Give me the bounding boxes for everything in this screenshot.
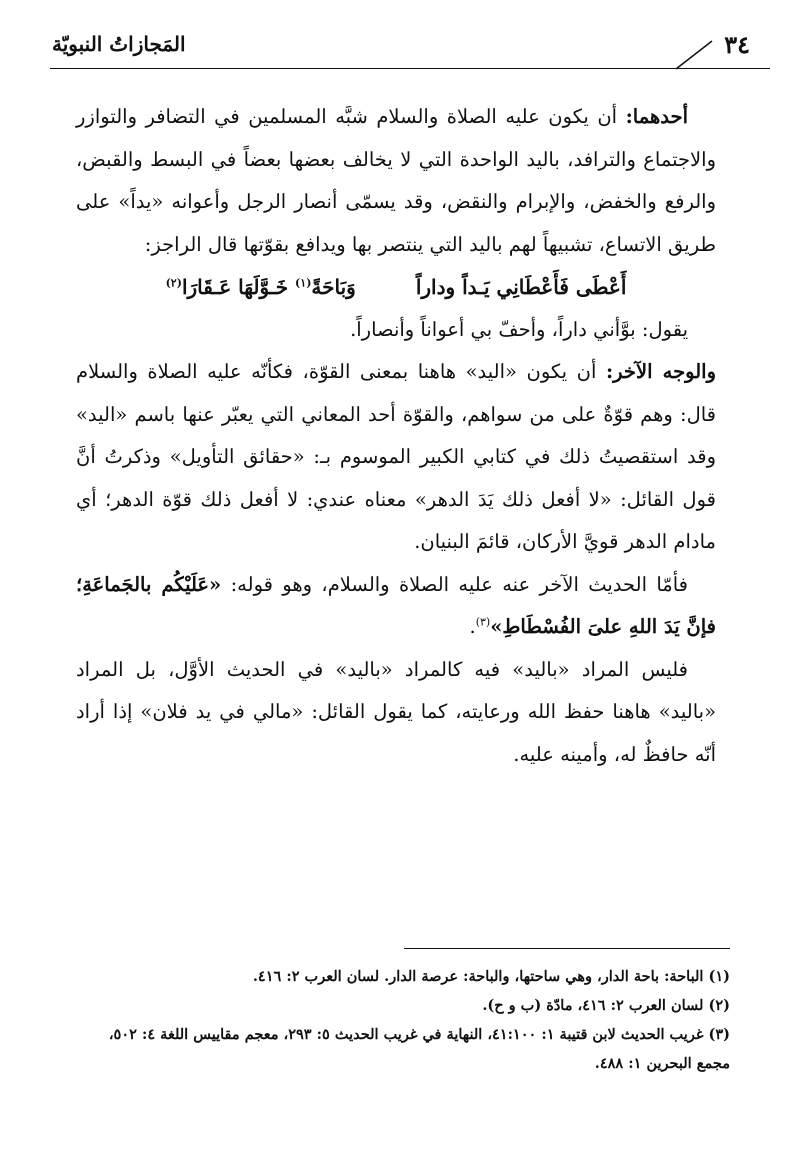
footnote-3: (٣) غريب الحديث لابن قتيبة ١: ٤١:١٠٠، النهاية في غريب الحديث ٥: ٢٩٣، معجم مقاييس اللغة ٤: ٥٠٢، مجمع البحرين ١: ٤٨٨.: [108, 1026, 730, 1072]
p4-hadith: «عَلَيْكُم بالجَماعَةِ؛ فإنَّ يَدَ اللهِ علىَ الفُسْطَاطِ»: [76, 572, 716, 638]
page-header: [40, 28, 770, 74]
paragraph-1: [76, 96, 716, 266]
footnote-ref-3: (٣): [475, 615, 491, 629]
paragraph-4: [76, 564, 716, 649]
p4-end: .: [469, 615, 476, 638]
footnote-ref-2: (٢): [165, 276, 182, 290]
header-rule-slash: [676, 40, 716, 70]
verse-second-part-a: وَبَاحَةً: [311, 275, 356, 299]
paragraph-3: [76, 351, 716, 564]
p4-text: فأمّا الحديث الآخر عنه عليه الصلاة والسلام، وهو قوله:: [221, 572, 688, 596]
footnote-ref-1: (١): [295, 276, 312, 290]
verse-second-hemistich: [166, 266, 356, 309]
main-text: [76, 96, 716, 776]
paragraph-2: يقول: بوَّأني داراً، وأحفّ بي أعواناً وأنصاراً.: [350, 317, 688, 341]
footnote-2: (٢) لسان العرب ٢: ٤١٦، مادّة (ب و ح).: [482, 997, 730, 1014]
page-number: ٣٤: [724, 30, 750, 59]
verse: [76, 266, 716, 309]
header-rule: [50, 68, 770, 69]
p1-text: أن يكون عليه الصلاة والسلام شبَّه المسلمين في التضافر والتوازر والاجتماع والترافد، باليد الواحدة التي لا يخالف بعضها بعضاً في البسط والقبض، والرفع والخفض، والإبرام والنقض، وقد يسمّى أنصار الرجل وأعوانه «يداً» على طريق الاتساع، تشبيهاً لهم باليد التي ينتصر بها ويدافع بقوّتها قال الراجز:: [76, 105, 716, 256]
p3-text: أن يكون «اليد» هاهنا بمعنى القوّة، فكأنّه عليه الصلاة والسلام قال: وهم قوّةٌ على من سواهم، والقوّة أحد المعاني التي يعبّر عنها باسم «اليد» وقد استقصيتُ ذلك في كتابي الكبير الموسوم بـ: «حقائق التأويل» وذكرتُ أنَّ قول القائل: «لا أفعل ذلك يَدَ الدهر» معناه عندي: لا أفعل ذلك قوّة الدهر؛ أي مادام الدهر قويَّ الأركان، قائمَ البنيان.: [76, 360, 716, 553]
footnotes: [76, 962, 730, 1078]
footnote-1: (١) الباحة: باحة الدار، وهي ساحتها، والباحة: عرصة الدار. لسان العرب ٢: ٤١٦.: [252, 968, 730, 985]
verse-first-hemistich: أَعْطَى فَأَعْطَانِي يَـداً وداراً: [415, 275, 627, 299]
p3-lead: والوجه الآخر:: [605, 360, 716, 383]
p1-lead: أحدهما:: [625, 105, 688, 128]
paragraph-5: فليس المراد «باليد» فيه كالمراد «باليد» في الحديث الأوَّل، بل المراد «باليد» هاهنا حفظ الله ورعايته، كما يقول القائل: «مالي في يد فلان» إذا أراد أنّه حافظٌ له، وأمينه عليه.: [76, 657, 716, 766]
footnote-separator: [404, 948, 730, 949]
running-title: المَجازاتُ النبويّة: [52, 32, 186, 56]
verse-second-part-b: خَـوَّلَهَا عَـقَارَا: [181, 275, 296, 299]
